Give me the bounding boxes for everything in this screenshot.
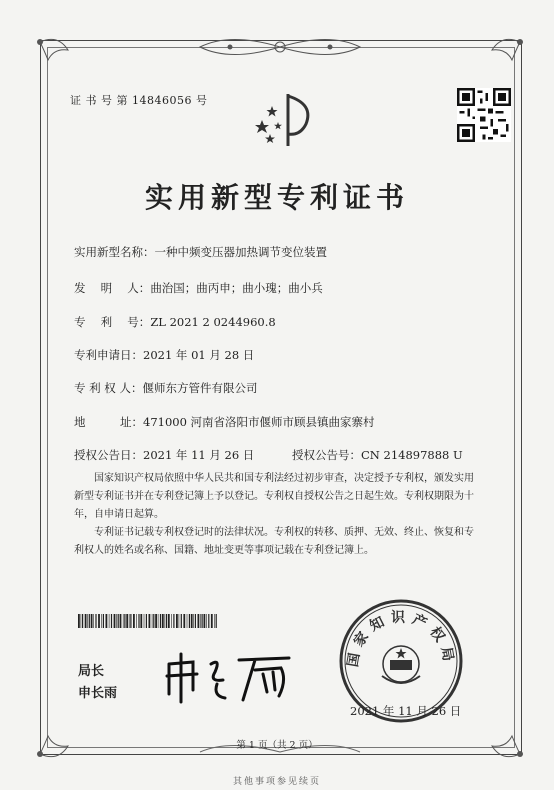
field-value: ZL 2021 2 0244960.8 [150,315,276,329]
barcode-bar [181,614,182,628]
field-application-date [74,347,254,363]
barcode-bar [116,614,117,628]
barcode-bar [109,614,110,628]
qr-code-icon [457,88,511,142]
barcode-bar [140,614,142,628]
barcode-bar [129,614,130,628]
certificate-number: 证 书 号 第 14846056 号 [70,94,208,107]
barcode-bar [146,614,147,628]
barcode-bar [120,614,122,628]
field-value: 2021 年 01 月 28 日 [143,348,255,362]
barcode-bar [195,614,196,628]
paragraph-line: 国家知识产权局依照中华人民共和国专利法经过初步审查，决定授予专利权，颁发实用 [74,473,474,484]
corner-ornament-icon [28,30,82,84]
barcode-bar [101,614,102,628]
barcode-bar [153,614,154,628]
barcode-bar [123,614,124,628]
barcode-bar [111,614,112,628]
paragraph-line: 利权人的姓名或名称、国籍、地址变更等事项记载在专利登记簿上。 [74,545,374,556]
field-label: 地 址： [74,415,143,429]
barcode-bar [202,614,203,628]
barcode-bar [95,614,96,628]
barcode-bar [126,614,128,628]
field-value: 曲治国；曲丙申；曲小瑰；曲小兵 [150,281,323,295]
page-number: 第 1 页（共 2 页） [236,740,318,751]
seal-date: 2021 年 11 月 26 日 [350,704,462,718]
barcode-bar [187,614,188,628]
field-patentee [74,380,257,396]
top-ornament-icon [190,30,370,64]
paragraph-line: 专利证书记载专利权登记时的法律状况。专利权的转移、质押、无效、终止、恢复和专 [74,527,474,538]
barcode-bar [85,614,87,628]
barcode-bar [98,614,100,628]
certificate-title: 实用新型专利证书 [144,181,409,214]
field-label: 专 利 号： [74,315,151,329]
field-utility-model-name [74,244,327,260]
field-address [74,414,375,430]
barcode-bar [136,614,137,628]
barcode-bar [173,614,174,628]
continuation-note: 其他事项参见续页 [232,777,321,787]
barcode-bar [91,614,93,628]
signature-icon [163,650,293,705]
field-patent-number [74,314,276,330]
field-value: 471000 河南省洛阳市偃师市顾县镇曲家寨村 [143,415,375,429]
signer-name: 申长雨 [78,686,118,701]
field-label: 发 明 人： [74,281,151,295]
barcode-bar [198,614,200,628]
barcode-bar [193,614,194,628]
patent-office-emblem-icon [248,90,318,150]
barcode-bar [171,614,172,628]
barcode-bar [82,614,83,628]
field-value: 2021 年 11 月 26 日 [143,448,255,462]
paragraph-line: 年，自申请日起算。 [74,509,164,520]
barcode-bar [191,614,193,628]
barcode-bar [211,614,213,628]
barcode-bar [87,614,88,628]
field-label: 授权公告号： [292,448,361,462]
barcode-bar [166,614,167,628]
barcode-bar [144,614,145,628]
barcode-bar [106,614,108,628]
field-grant-date [74,447,254,463]
barcode-bar [183,614,185,628]
barcode-bar [176,614,178,628]
seal-text: 国家知识产权局 [345,610,457,669]
barcode-icon [78,614,218,628]
barcode-bar [214,614,215,628]
paragraph-line: 新型专利证书并在专利登记簿上予以登记。专利权自授权公告之日起生效。专利权期限为十 [74,491,474,502]
barcode-bar [81,614,82,628]
barcode-bar [93,614,94,628]
barcode-bar [118,614,119,628]
signer-title: 局长 [78,664,105,679]
field-label: 专 利 权 人： [74,381,143,395]
barcode-bar [124,614,125,628]
barcode-bar [208,614,209,628]
field-grant-number [292,447,463,463]
barcode-bar [165,614,166,628]
field-value: 一种中频变压器加热调节变位装置 [154,245,327,259]
barcode-bar [138,614,139,628]
barcode-bar [78,614,80,628]
barcode-bar [158,614,159,628]
barcode-bar [168,614,170,628]
field-value: 偃师东方管件有限公司 [142,381,258,395]
grant-statement-paragraph [74,470,494,524]
barcode-bar [149,614,151,628]
barcode-bar [89,614,90,628]
field-inventors [74,280,323,296]
legal-status-paragraph [74,524,494,560]
field-value: CN 214897888 U [361,448,463,462]
corner-ornament-icon [478,30,532,84]
barcode-bar [152,614,153,628]
barcode-bar [155,614,157,628]
barcode-bar [204,614,206,628]
barcode-bar [189,614,190,628]
barcode-bar [133,614,135,628]
field-label: 授权公告日： [74,448,143,462]
field-label: 专利申请日： [74,348,143,362]
barcode-bar [200,614,201,628]
barcode-bar [206,614,207,628]
barcode-bar [130,614,131,628]
barcode-bar [114,614,116,628]
barcode-bar [179,614,180,628]
barcode-bar [216,614,217,628]
barcode-bar [160,614,161,628]
barcode-bar [103,614,104,628]
barcode-bar [162,614,164,628]
field-label: 实用新型名称： [74,245,155,259]
